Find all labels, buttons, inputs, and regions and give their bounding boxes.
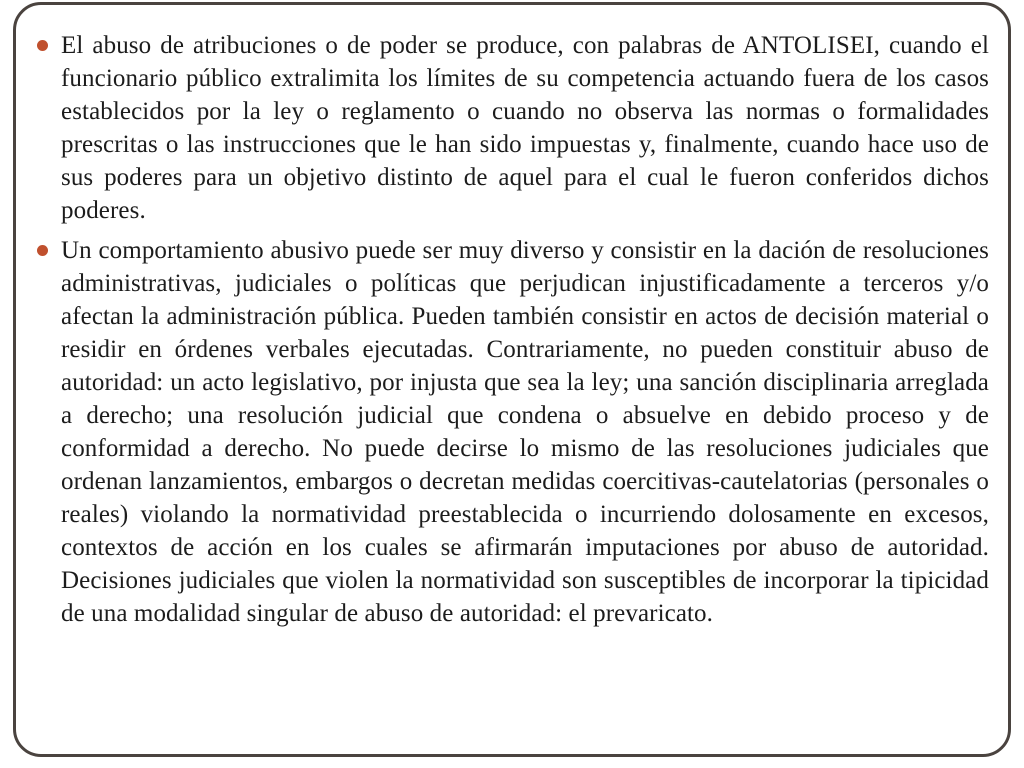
bullet-marker-icon (37, 40, 48, 51)
bullet-text: Un comportamiento abusivo puede ser muy diverso y consistir en la dación de resoluciones administrativas, judiciales o políticas que perjudican injustificadamente a terceros y/o afectan la administración pública. Pueden también consistir en actos de decisión material o residir en órdenes verbales ejecutadas. Contrariamente, no pueden constituir abuso de autoridad: un acto legislativo, por injusta que sea la ley; una sanción disciplinaria arreglada a derecho; una resolución judicial que condena o absuelve en debido proceso y de conformidad a derecho. No puede decirse lo mismo de las resoluciones judiciales que ordenan lanzamientos, embargos o decretan medidas coercitivas-cautelatorias (personales o reales) violando la normatividad preestablecida o incurriendo dolosamente en excesos, contextos de acción en los cuales se afirmarán imputaciones por abuso de autoridad. Decisiones judiciales que violen la normatividad son susceptibles de incorporar la tipicidad de una modalidad singular de abuso de autoridad: el prevaricato. (61, 237, 989, 627)
bullet-marker-icon (37, 245, 48, 256)
bullet-item (37, 29, 989, 227)
bullet-item (37, 234, 989, 630)
bullet-list (37, 29, 989, 738)
content-card (13, 2, 1011, 757)
bullet-text: El abuso de atribuciones o de poder se produce, con palabras de ANTOLISEI, cuando el funcionario público extralimita los límites de su competencia actuando fuera de los casos establecidos por la ley o reglamento o cuando no observa las normas o formalidades prescritas o las instrucciones que le han sido impuestas y, finalmente, cuando hace uso de sus poderes para un objetivo distinto de aquel para el cual le fueron conferidos dichos poderes. (61, 32, 989, 224)
